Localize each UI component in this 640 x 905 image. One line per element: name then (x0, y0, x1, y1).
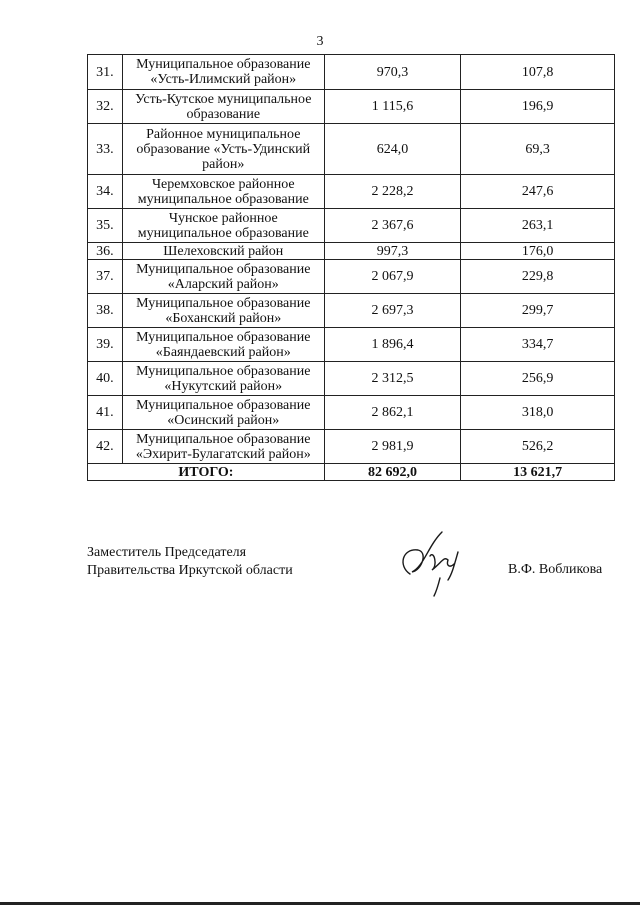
municipality-name: Муниципальное образование «Осинский район» (122, 396, 324, 430)
row-number: 39. (88, 328, 123, 362)
value-column-1: 2 067,9 (324, 260, 460, 294)
municipality-name: Усть-Кутское муниципальное образование (122, 90, 324, 124)
municipality-name: Муниципальное образование «Эхирит-Булагатский район» (122, 430, 324, 464)
table-body (88, 55, 615, 481)
signature-position (87, 544, 293, 580)
row-number: 36. (88, 243, 123, 260)
value-column-1: 624,0 (324, 124, 460, 175)
row-number: 37. (88, 260, 123, 294)
total-row (88, 464, 615, 481)
value-column-2: 247,6 (461, 175, 615, 209)
row-number: 35. (88, 209, 123, 243)
municipality-name: Черемховское районное муниципальное образование (122, 175, 324, 209)
row-number: 34. (88, 175, 123, 209)
value-column-2: 256,9 (461, 362, 615, 396)
value-column-1: 2 981,9 (324, 430, 460, 464)
table-row (88, 430, 615, 464)
municipality-name: Районное муниципальное образование «Усть-Удинский район» (122, 124, 324, 175)
table-row (88, 124, 615, 175)
value-column-2: 229,8 (461, 260, 615, 294)
total-label: ИТОГО: (88, 464, 325, 481)
row-number: 31. (88, 55, 123, 90)
municipality-name: Муниципальное образование «Усть-Илимский район» (122, 55, 324, 90)
value-column-1: 2 312,5 (324, 362, 460, 396)
value-column-2: 263,1 (461, 209, 615, 243)
signature-position-line1: Заместитель Председателя (87, 545, 247, 560)
table-row (88, 243, 615, 260)
table-row (88, 260, 615, 294)
value-column-1: 2 367,6 (324, 209, 460, 243)
table-row (88, 55, 615, 90)
value-column-1: 1 115,6 (324, 90, 460, 124)
table-row (88, 294, 615, 328)
signature-position-line2: Правительства Иркутской области (87, 563, 293, 578)
total-value-2: 13 621,7 (461, 464, 615, 481)
table-row (88, 175, 615, 209)
signer-name: В.Ф. Вобликова (508, 562, 603, 577)
allocation-table (87, 54, 615, 481)
page-number: 3 (316, 34, 324, 49)
value-column-2: 69,3 (461, 124, 615, 175)
value-column-1: 970,3 (324, 55, 460, 90)
table-row (88, 362, 615, 396)
value-column-2: 526,2 (461, 430, 615, 464)
row-number: 41. (88, 396, 123, 430)
value-column-2: 299,7 (461, 294, 615, 328)
row-number: 32. (88, 90, 123, 124)
handwritten-signature-icon (392, 526, 472, 598)
row-number: 42. (88, 430, 123, 464)
table-row (88, 396, 615, 430)
table-row (88, 209, 615, 243)
row-number: 33. (88, 124, 123, 175)
value-column-1: 997,3 (324, 243, 460, 260)
municipality-name: Муниципальное образование «Аларский район» (122, 260, 324, 294)
value-column-2: 107,8 (461, 55, 615, 90)
table-row (88, 328, 615, 362)
municipality-name: Шелеховский район (122, 243, 324, 260)
row-number: 38. (88, 294, 123, 328)
municipality-name: Муниципальное образование «Нукутский район» (122, 362, 324, 396)
table-row (88, 90, 615, 124)
municipality-name: Муниципальное образование «Баяндаевский район» (122, 328, 324, 362)
value-column-2: 196,9 (461, 90, 615, 124)
value-column-2: 176,0 (461, 243, 615, 260)
value-column-1: 2 697,3 (324, 294, 460, 328)
value-column-2: 318,0 (461, 396, 615, 430)
municipality-name: Чунское районное муниципальное образование (122, 209, 324, 243)
total-value-1: 82 692,0 (324, 464, 460, 481)
value-column-1: 2 862,1 (324, 396, 460, 430)
row-number: 40. (88, 362, 123, 396)
value-column-1: 2 228,2 (324, 175, 460, 209)
value-column-2: 334,7 (461, 328, 615, 362)
value-column-1: 1 896,4 (324, 328, 460, 362)
municipality-name: Муниципальное образование «Боханский район» (122, 294, 324, 328)
